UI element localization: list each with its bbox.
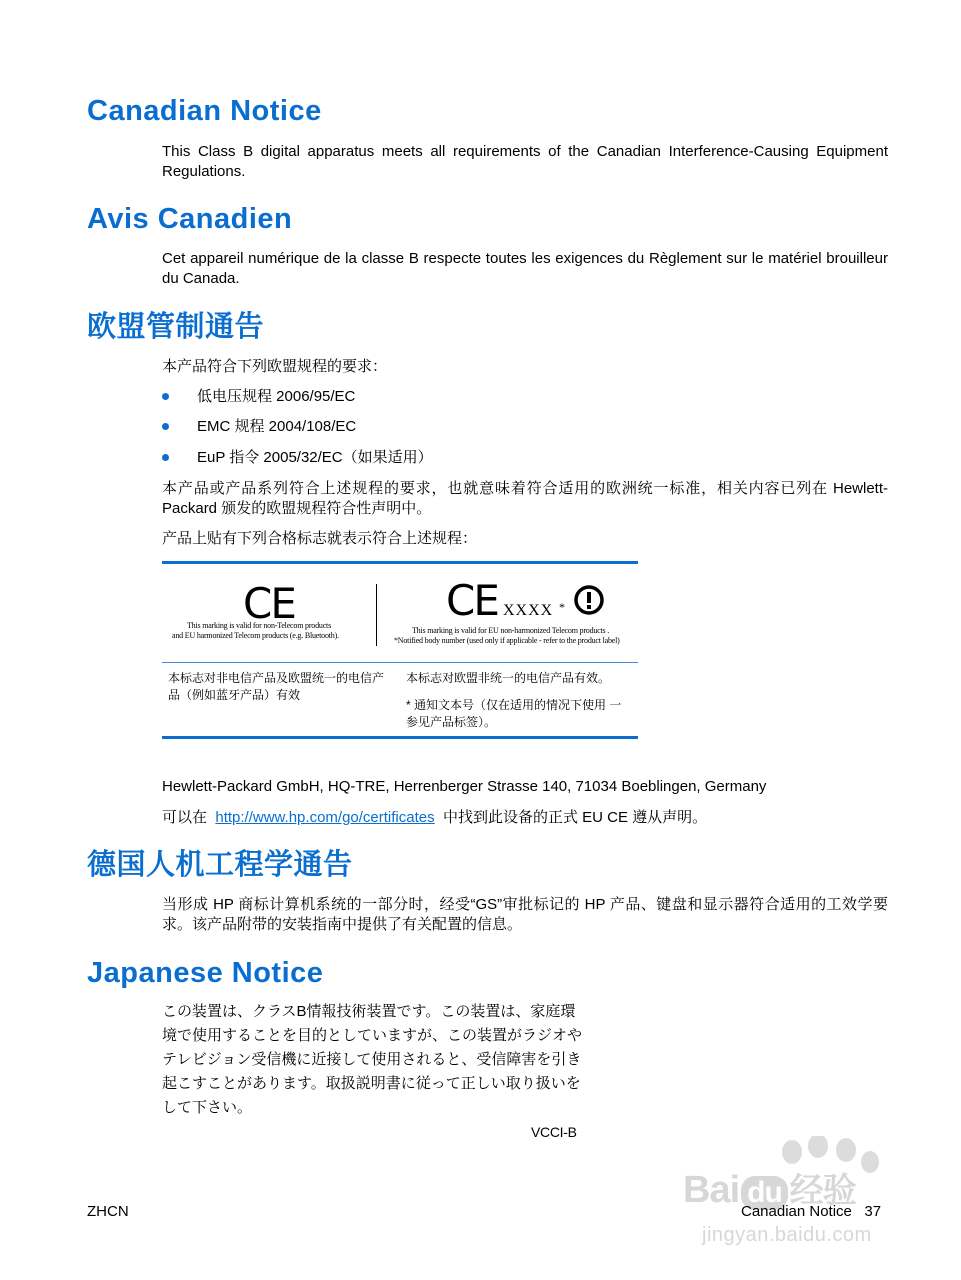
ce-right-description: 本标志对欧盟非统一的电信产品有效。 xyxy=(406,671,611,685)
eu-certificate-line xyxy=(162,808,888,828)
certificates-link[interactable]: http://www.hp.com/go/certificates xyxy=(215,809,435,826)
footer-left: ZHCN xyxy=(87,1203,129,1220)
ce-right-note: * 通知文本号（仅在适用的情况下使用 一 参见产品标签）。 xyxy=(406,698,622,729)
page-number: 37 xyxy=(864,1203,882,1220)
eu-intro: 本产品符合下列欧盟规程的要求： xyxy=(162,358,388,375)
notified-body-number: XXXX xyxy=(503,602,554,619)
bullet-icon xyxy=(162,454,169,461)
ce-mark-left-logo: CE xyxy=(243,579,295,628)
heading-canadian-notice: Canadian Notice xyxy=(87,95,322,127)
ce-left-small-text-1: This marking is valid for non-Telecom products xyxy=(187,621,331,630)
japanese-line-3: テレビジョン受信機に近接して使用されると、受信障害を引き xyxy=(162,1051,582,1068)
ce-left-description: 本标志对非电信产品及欧盟统一的电信产品（例如蓝牙产品）有效 xyxy=(168,671,385,702)
bullet-icon xyxy=(162,393,169,400)
eu-bullet-2: EMC 规程 2004/108/EC xyxy=(197,418,357,435)
notified-body-asterisk: * xyxy=(559,600,565,614)
ce-right-small-text-1: This marking is valid for EU non-harmonized Telecom products . xyxy=(412,626,610,635)
vcci-label: VCCI-B xyxy=(531,1124,577,1140)
german-ergonomics-body: 当形成 HP 商标计算机系统的一部分时，经受“GS”审批标记的 HP 产品、键盘和显示器符合适用的工效学要求。该产品附带的安装指南中提供了有关配置的信息。 xyxy=(162,896,888,933)
japanese-line-1: この装置は、クラスB情報技術装置です。この装置は、家庭環 xyxy=(162,1003,576,1020)
eu-paragraph-2: 产品上贴有下列合格标志就表示符合上述规程： xyxy=(162,530,478,547)
footer-section-label: Canadian Notice xyxy=(741,1203,852,1220)
ce-cell-divider xyxy=(376,584,377,646)
table-top-rule xyxy=(162,561,638,564)
bullet-icon xyxy=(162,423,169,430)
ce-mark-right-logo: CE xyxy=(446,576,498,625)
watermark-url: jingyan.baidu.com xyxy=(702,1224,872,1246)
eu-paragraph-1: 本产品或产品系列符合上述规程的要求，也就意味着符合适用的欧洲统一标准，相关内容已列在 Hewlett-Packard 颁发的欧盟规程符合性声明中。 xyxy=(162,480,888,517)
heading-avis-canadien: Avis Canadien xyxy=(87,203,293,235)
heading-eu-notice: 欧盟管制通告 xyxy=(87,311,265,343)
japanese-line-5: して下さい。 xyxy=(162,1099,253,1116)
ce-right-small-text-2: *Notified body number (used only if applicable - refer to the product label) xyxy=(394,636,620,645)
avis-canadien-body: Cet appareil numérique de la classe B respecte toutes les exigences du Règlement sur le matériel brouilleur du Canada. xyxy=(162,250,888,287)
ce-left-small-text-2: and EU harmonized Telecom products (e.g. Bluetooth). xyxy=(172,631,339,640)
watermark-brand: Bai du 经验 xyxy=(683,1169,856,1211)
japanese-line-2: 境で使用することを目的としていますが、この装置がラジオや xyxy=(162,1027,583,1044)
link-prefix: 可以在 xyxy=(162,809,208,826)
heading-german-ergonomics: 德国人机工程学通告 xyxy=(87,849,353,881)
heading-japanese-notice: Japanese Notice xyxy=(87,957,324,989)
eu-bullet-1: 低电压规程 2006/95/EC xyxy=(197,388,356,405)
eu-bullet-3: EuP 指令 2005/32/EC（如果适用） xyxy=(197,449,433,466)
hp-address: Hewlett-Packard GmbH, HQ-TRE, Herrenberger Strasse 140, 71034 Boeblingen, Germany xyxy=(162,778,767,795)
footer-right xyxy=(741,1203,881,1220)
canadian-notice-body: This Class B digital apparatus meets all requirements of the Canadian Interference-Causing Equipment Regulations. xyxy=(162,143,888,180)
table-middle-rule xyxy=(162,662,638,663)
table-bottom-rule xyxy=(162,736,638,739)
japanese-line-4: 起こすことがあります。取扱説明書に従って正しい取り扱いを xyxy=(162,1075,581,1092)
link-suffix: 中找到此设备的正式 EU CE 遵从声明。 xyxy=(442,809,708,826)
alert-circle-icon xyxy=(573,584,605,616)
